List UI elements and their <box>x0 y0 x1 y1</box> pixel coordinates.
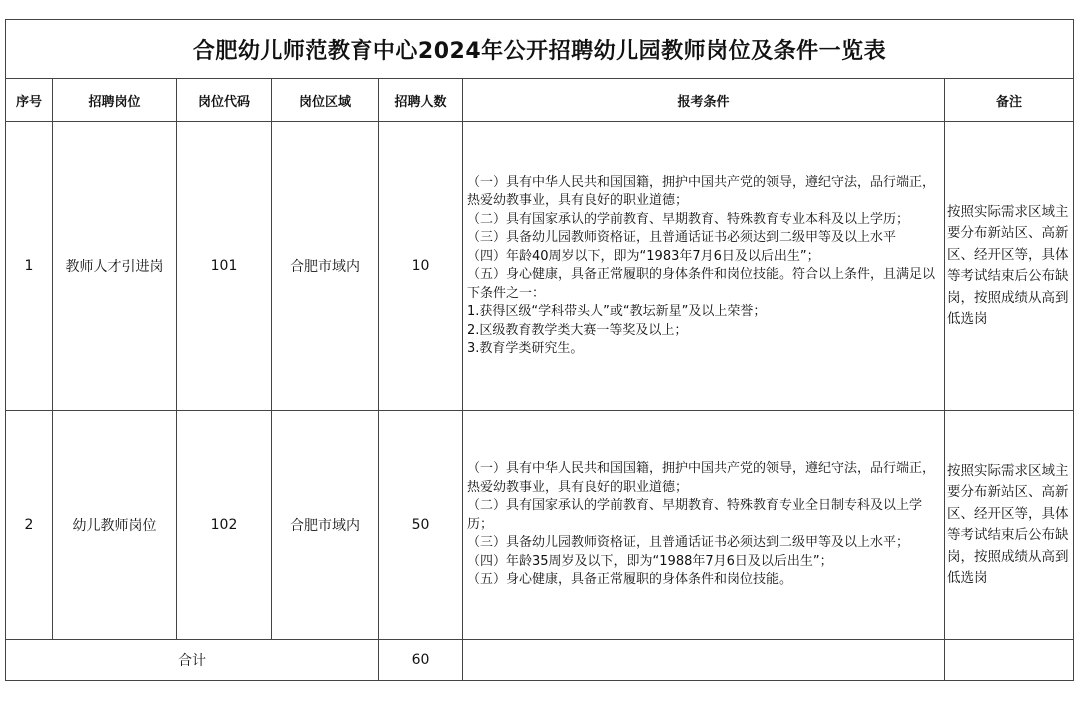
condition-line: （五）身心健康，具备正常履职的身体条件和岗位技能。 <box>467 572 793 588</box>
row-conditions <box>463 122 945 411</box>
header-conditions: 报考条件 <box>463 79 945 122</box>
header-index: 序号 <box>6 79 53 122</box>
condition-line: （三）具备幼儿园教师资格证，且普通话证书必须达到二级甲等及以上水平 <box>467 230 897 245</box>
total-note-empty <box>945 640 1074 681</box>
header-area: 岗位区域 <box>272 79 379 122</box>
condition-line: 2.区级教育教学类大赛一等奖及以上； <box>467 322 688 338</box>
recruitment-table <box>5 19 1074 681</box>
row-note: 按照实际需求区域主要分布新站区、高新区、经开区等，具体等考试结束后公布缺岗，按照成绩从高到低选岗 <box>945 122 1074 411</box>
header-row <box>6 79 1074 122</box>
row-position: 教师人才引进岗 <box>53 122 177 411</box>
row-count: 10 <box>379 122 463 411</box>
condition-line: 1.获得区级“学科带头人”或“教坛新星”及以上荣誉； <box>467 304 767 319</box>
row-code: 102 <box>177 411 272 640</box>
condition-line: 3.教育学类研究生。 <box>467 341 584 356</box>
header-position: 招聘岗位 <box>53 79 177 122</box>
row-position: 幼儿教师岗位 <box>53 411 177 640</box>
table-row <box>6 411 1074 640</box>
header-count: 招聘人数 <box>379 79 463 122</box>
table-row <box>6 122 1074 411</box>
row-conditions <box>463 411 945 640</box>
row-count: 50 <box>379 411 463 640</box>
row-index: 2 <box>6 411 53 640</box>
total-conditions-empty <box>463 640 945 681</box>
condition-line: （二）具有国家承认的学前教育、早期教育、特殊教育专业本科及以上学历； <box>467 211 910 227</box>
header-note: 备注 <box>945 79 1074 122</box>
row-area: 合肥市域内 <box>272 411 379 640</box>
recruitment-table-sheet <box>5 19 1073 681</box>
condition-line: （三）具备幼儿园教师资格证，且普通话证书必须达到二级甲等及以上水平； <box>467 535 910 551</box>
condition-line: （四）年龄35周岁及以下，即为“1988年7月6日及以后出生”； <box>467 553 833 569</box>
condition-line: （一）具有中华人民共和国国籍，拥护中国共产党的领导，遵纪守法，品行端正，热爱幼教事业，具有良好的职业道德； <box>467 461 936 495</box>
total-row <box>6 640 1074 681</box>
row-area: 合肥市域内 <box>272 122 379 411</box>
condition-line: （五）身心健康，具备正常履职的身体条件和岗位技能。符合以上条件，且满足以下条件之一： <box>467 267 936 301</box>
table-title: 合肥幼儿师范教育中心2024年公开招聘幼儿园教师岗位及条件一览表 <box>6 20 1074 79</box>
condition-line: （二）具有国家承认的学前教育、早期教育、特殊教育专业全日制专科及以上学历； <box>467 498 923 532</box>
header-code: 岗位代码 <box>177 79 272 122</box>
row-code: 101 <box>177 122 272 411</box>
row-index: 1 <box>6 122 53 411</box>
total-count: 60 <box>379 640 463 681</box>
condition-line: （一）具有中华人民共和国国籍，拥护中国共产党的领导，遵纪守法，品行端正，热爱幼教事业，具有良好的职业道德； <box>467 174 936 208</box>
total-label: 合计 <box>6 640 379 681</box>
condition-line: （四）年龄40周岁以下，即为“1983年7月6日及以后出生”； <box>467 248 820 264</box>
row-note: 按照实际需求区域主要分布新站区、高新区、经开区等，具体等考试结束后公布缺岗，按照成绩从高到低选岗 <box>945 411 1074 640</box>
